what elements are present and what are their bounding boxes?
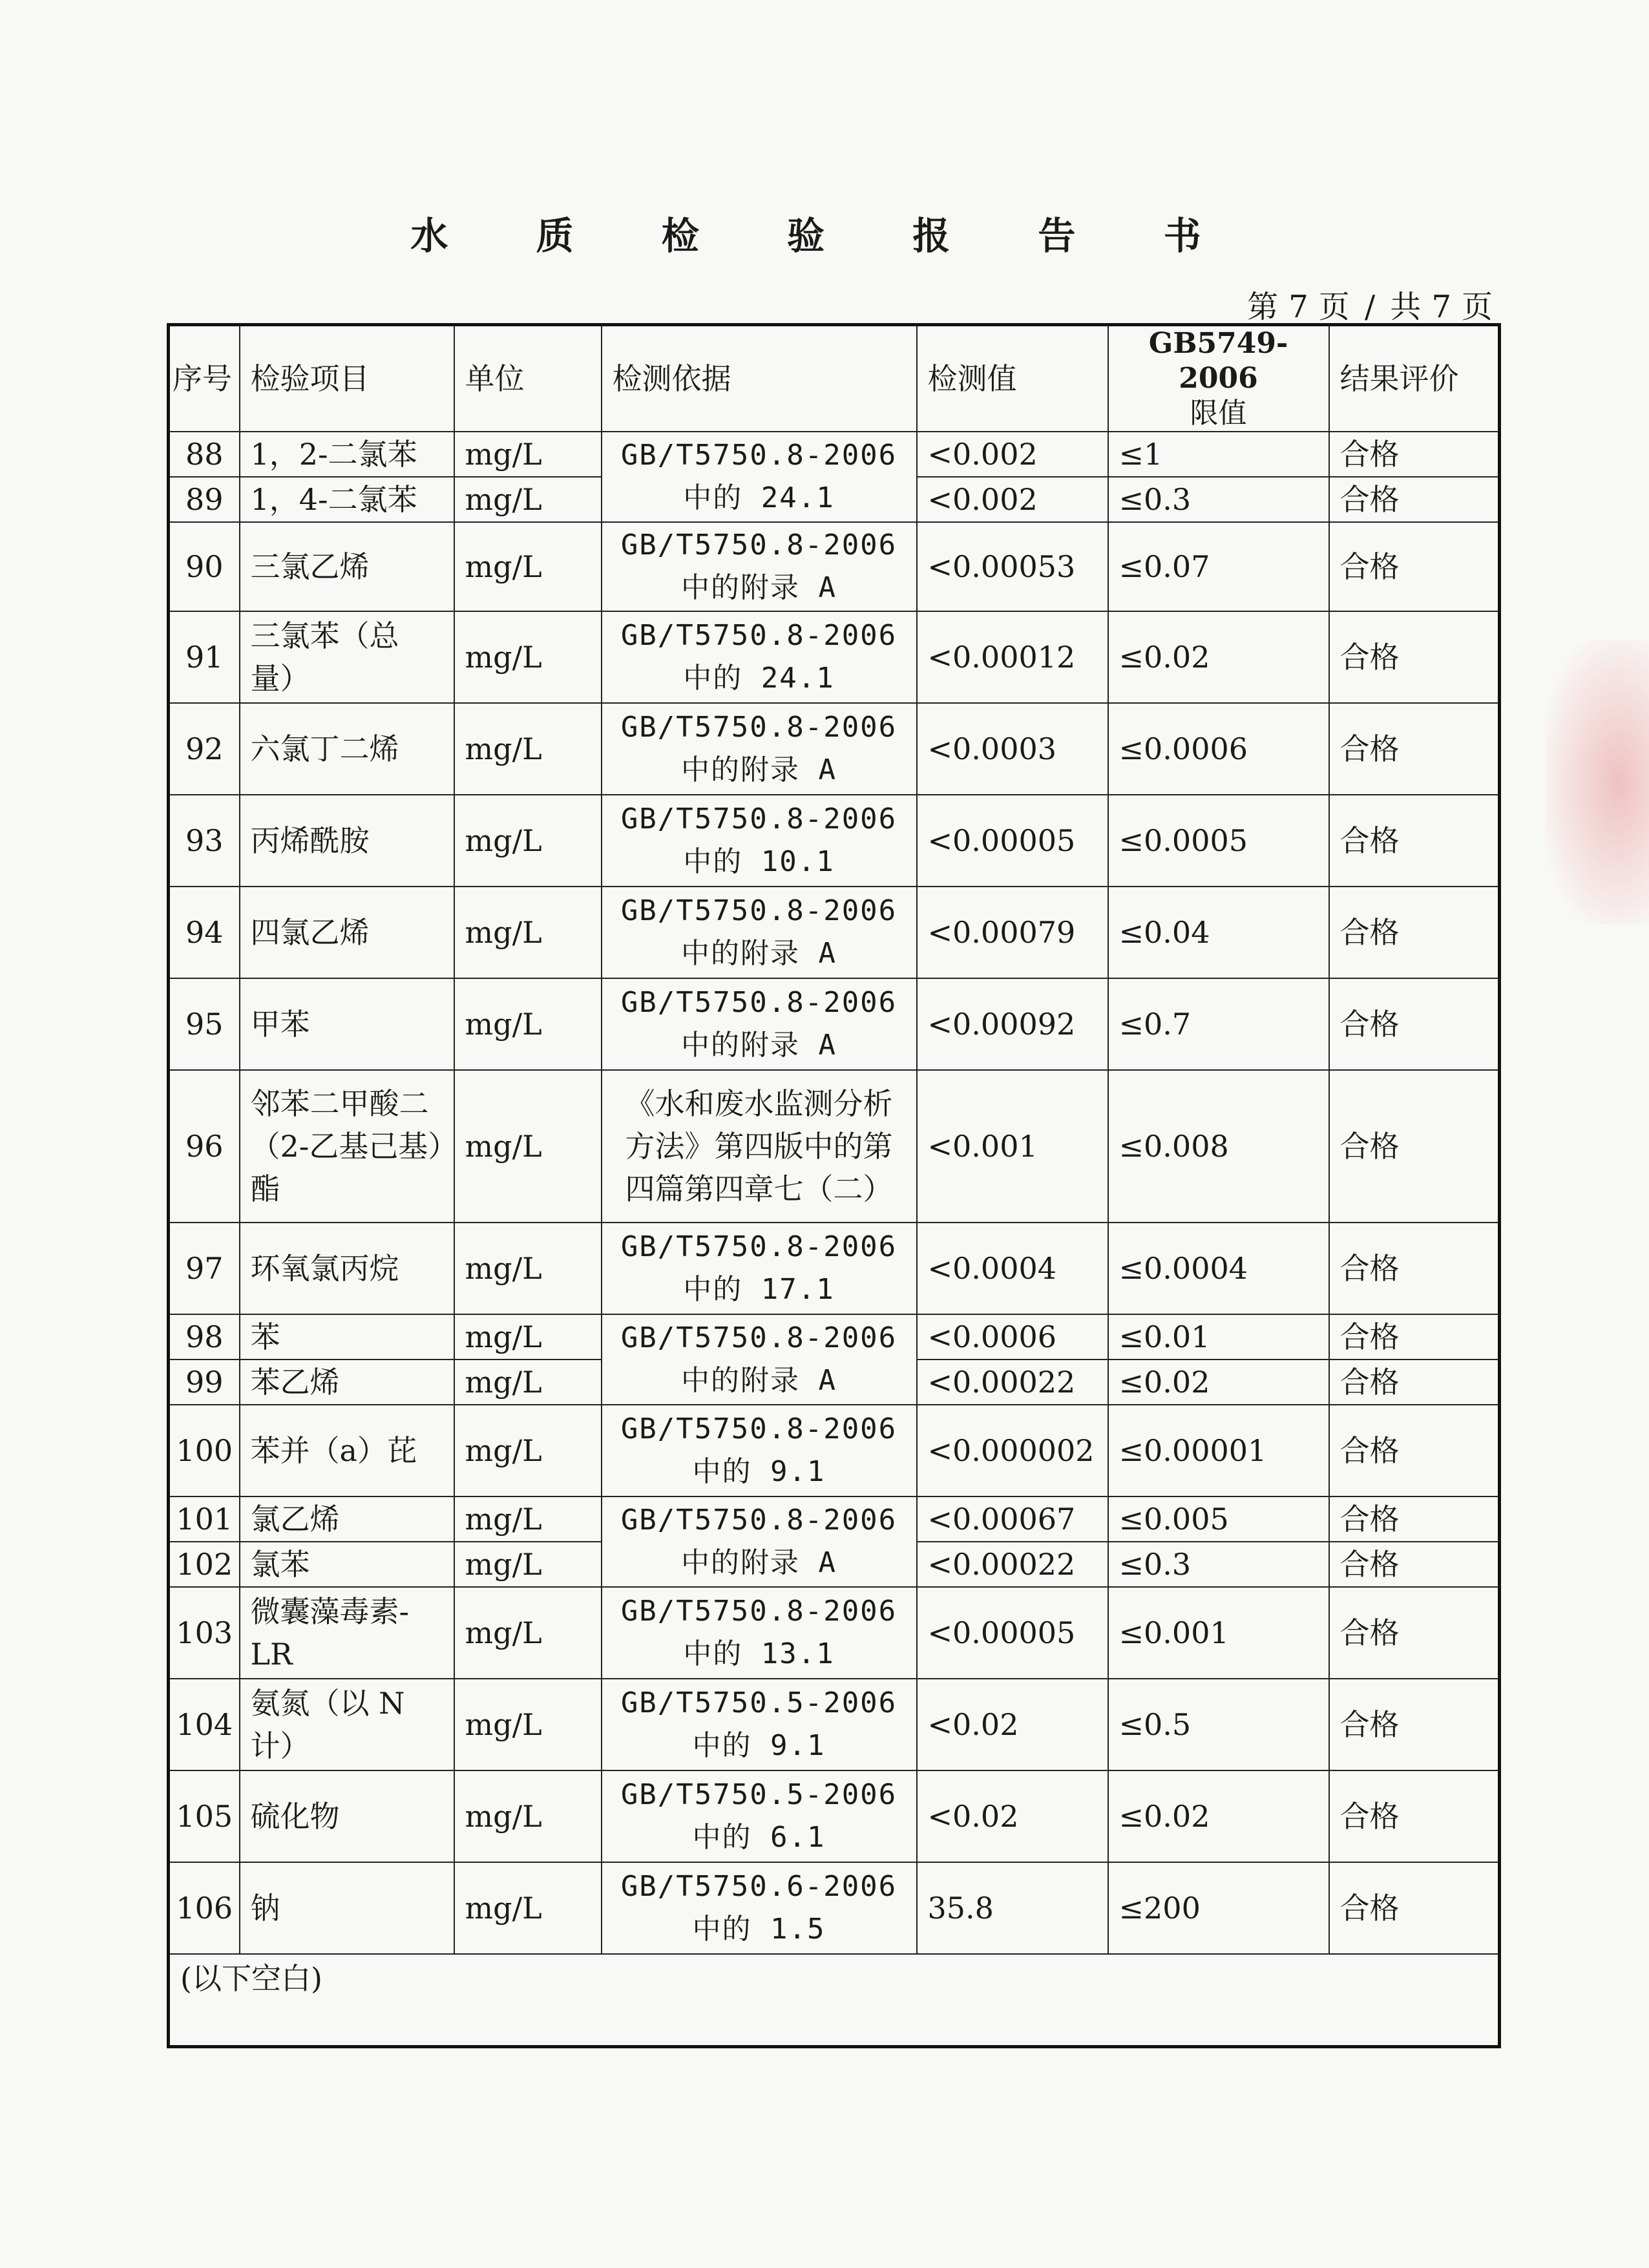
row-limit: ≤0.001: [1108, 1587, 1329, 1679]
row-result: 合格: [1329, 1070, 1500, 1223]
row-limit: ≤0.04: [1108, 887, 1329, 978]
row-limit: ≤0.5: [1108, 1679, 1329, 1770]
header-item: 检验项目: [240, 325, 454, 432]
row-item: 苯并（a）芘: [240, 1405, 454, 1496]
row-basis: GB/T5750.8-2006 中的附录 A: [602, 1314, 917, 1405]
row-no: 106: [169, 1862, 240, 1954]
row-limit: ≤200: [1108, 1862, 1329, 1954]
row-limit: ≤0.0006: [1108, 703, 1329, 795]
row-value: <0.00022: [917, 1360, 1108, 1405]
table-row: [169, 611, 1500, 703]
table-row: [169, 1223, 1500, 1314]
row-limit: ≤0.00001: [1108, 1405, 1329, 1496]
row-unit: mg/L: [454, 703, 602, 795]
table-row: [169, 1070, 1500, 1223]
row-result: 合格: [1329, 1587, 1500, 1679]
report-table: [167, 323, 1501, 2048]
row-basis: GB/T5750.8-2006 中的 17.1: [602, 1223, 917, 1314]
row-value: <0.00005: [917, 795, 1108, 887]
row-unit: mg/L: [454, 1587, 602, 1679]
row-unit: mg/L: [454, 477, 602, 522]
row-result: 合格: [1329, 611, 1500, 703]
row-no: 103: [169, 1587, 240, 1679]
table-row: [169, 1405, 1500, 1496]
row-result: 合格: [1329, 1862, 1500, 1954]
row-limit: ≤0.02: [1108, 611, 1329, 703]
row-result: 合格: [1329, 887, 1500, 978]
row-unit: mg/L: [454, 432, 602, 477]
header-limit-label: 限值: [1190, 397, 1247, 430]
header-value: 检测值: [917, 325, 1108, 432]
row-no: 102: [169, 1542, 240, 1587]
header-result: 结果评价: [1329, 325, 1500, 432]
row-result: 合格: [1329, 703, 1500, 795]
row-result: 合格: [1329, 432, 1500, 477]
row-unit: mg/L: [454, 795, 602, 887]
row-limit: ≤0.005: [1108, 1496, 1329, 1542]
row-value: <0.02: [917, 1679, 1108, 1770]
row-basis: GB/T5750.8-2006 中的 13.1: [602, 1587, 917, 1679]
table-row: [169, 795, 1500, 887]
row-unit: mg/L: [454, 1314, 602, 1360]
row-unit: mg/L: [454, 1542, 602, 1587]
row-basis: 《水和废水监测分析方法》第四版中的第四篇第四章七（二）: [602, 1070, 917, 1223]
row-basis: GB/T5750.8-2006 中的附录 A: [602, 887, 917, 978]
row-item: 邻苯二甲酸二（2-乙基己基）酯: [240, 1070, 454, 1223]
row-result: 合格: [1329, 978, 1500, 1070]
row-basis: GB/T5750.8-2006 中的附录 A: [602, 703, 917, 795]
row-limit: ≤0.7: [1108, 978, 1329, 1070]
row-unit: mg/L: [454, 1223, 602, 1314]
row-item: 微囊藻毒素-LR: [240, 1587, 454, 1679]
row-value: <0.00092: [917, 978, 1108, 1070]
row-value: <0.002: [917, 477, 1108, 522]
row-value: <0.001: [917, 1070, 1108, 1223]
row-no: 97: [169, 1223, 240, 1314]
row-basis: GB/T5750.8-2006 中的 24.1: [602, 432, 917, 522]
header-limit: [1108, 325, 1329, 432]
row-value: <0.00012: [917, 611, 1108, 703]
row-limit: ≤0.02: [1108, 1770, 1329, 1862]
row-result: 合格: [1329, 1542, 1500, 1587]
row-value: <0.00005: [917, 1587, 1108, 1679]
table-row: [169, 522, 1500, 611]
row-item: 氨氮（以 N 计）: [240, 1679, 454, 1770]
row-result: 合格: [1329, 1496, 1500, 1542]
row-item: 四氯乙烯: [240, 887, 454, 978]
row-item: 丙烯酰胺: [240, 795, 454, 887]
row-value: <0.0006: [917, 1314, 1108, 1360]
page-indicator: [1243, 282, 1499, 326]
row-value: <0.02: [917, 1770, 1108, 1862]
row-no: 92: [169, 703, 240, 795]
row-item: 环氧氯丙烷: [240, 1223, 454, 1314]
row-basis: GB/T5750.6-2006 中的 1.5: [602, 1862, 917, 1954]
table-row: [169, 978, 1500, 1070]
table-row: [169, 703, 1500, 795]
row-no: 94: [169, 887, 240, 978]
row-limit: ≤0.008: [1108, 1070, 1329, 1223]
row-limit: ≤0.02: [1108, 1360, 1329, 1405]
row-result: 合格: [1329, 795, 1500, 887]
page-current: 7: [1288, 289, 1311, 325]
row-no: 96: [169, 1070, 240, 1223]
row-limit: ≤0.0004: [1108, 1223, 1329, 1314]
row-basis: GB/T5750.8-2006 中的附录 A: [602, 522, 917, 611]
row-unit: mg/L: [454, 611, 602, 703]
row-value: <0.00053: [917, 522, 1108, 611]
row-no: 91: [169, 611, 240, 703]
row-no: 93: [169, 795, 240, 887]
row-value: <0.000002: [917, 1405, 1108, 1496]
row-limit: ≤0.3: [1108, 1542, 1329, 1587]
row-item: 甲苯: [240, 978, 454, 1070]
row-result: 合格: [1329, 1223, 1500, 1314]
header-unit: 单位: [454, 325, 602, 432]
row-unit: mg/L: [454, 1496, 602, 1542]
page-mid: 页 / 共: [1318, 289, 1424, 325]
row-basis: GB/T5750.8-2006 中的 9.1: [602, 1405, 917, 1496]
row-value: <0.00022: [917, 1542, 1108, 1587]
table-row: [169, 887, 1500, 978]
row-no: 90: [169, 522, 240, 611]
row-basis: GB/T5750.8-2006 中的附录 A: [602, 1496, 917, 1587]
row-unit: mg/L: [454, 1405, 602, 1496]
row-item: 三氯苯（总量）: [240, 611, 454, 703]
row-basis: GB/T5750.5-2006 中的 6.1: [602, 1770, 917, 1862]
row-unit: mg/L: [454, 978, 602, 1070]
row-value: <0.0003: [917, 703, 1108, 795]
row-limit: ≤0.0005: [1108, 795, 1329, 887]
row-result: 合格: [1329, 1770, 1500, 1862]
table-header-row: [169, 325, 1500, 432]
row-no: 101: [169, 1496, 240, 1542]
row-basis: GB/T5750.8-2006 中的 24.1: [602, 611, 917, 703]
header-no: 序号: [169, 325, 240, 432]
row-basis: GB/T5750.8-2006 中的 10.1: [602, 795, 917, 887]
row-item: 硫化物: [240, 1770, 454, 1862]
table-row: [169, 1770, 1500, 1862]
row-unit: mg/L: [454, 1360, 602, 1405]
row-no: 88: [169, 432, 240, 477]
row-value: <0.002: [917, 432, 1108, 477]
row-basis: GB/T5750.5-2006 中的 9.1: [602, 1679, 917, 1770]
row-item: 苯: [240, 1314, 454, 1360]
row-value: <0.0004: [917, 1223, 1108, 1314]
row-no: 100: [169, 1405, 240, 1496]
row-no: 104: [169, 1679, 240, 1770]
table-row: [169, 1314, 1500, 1360]
page-prefix: 第: [1247, 289, 1281, 325]
page-total: 7: [1431, 289, 1454, 325]
table-row: [169, 1862, 1500, 1954]
row-item: 三氯乙烯: [240, 522, 454, 611]
row-no: 89: [169, 477, 240, 522]
header-basis: 检测依据: [602, 325, 917, 432]
row-item: 氯苯: [240, 1542, 454, 1587]
row-limit: ≤0.07: [1108, 522, 1329, 611]
row-unit: mg/L: [454, 1679, 602, 1770]
row-result: 合格: [1329, 1360, 1500, 1405]
row-item: 钠: [240, 1862, 454, 1954]
row-item: 六氯丁二烯: [240, 703, 454, 795]
row-no: 98: [169, 1314, 240, 1360]
row-value: <0.00067: [917, 1496, 1108, 1542]
row-limit: ≤0.3: [1108, 477, 1329, 522]
table-row: [169, 1679, 1500, 1770]
table-row: [169, 1587, 1500, 1679]
row-item: 1，4-二氯苯: [240, 477, 454, 522]
page-suffix: 页: [1461, 289, 1495, 325]
row-limit: ≤1: [1108, 432, 1329, 477]
seal-stamp: [1546, 640, 1649, 924]
row-limit: ≤0.01: [1108, 1314, 1329, 1360]
row-item: 氯乙烯: [240, 1496, 454, 1542]
row-no: 105: [169, 1770, 240, 1862]
row-no: 99: [169, 1360, 240, 1405]
row-result: 合格: [1329, 1314, 1500, 1360]
row-result: 合格: [1329, 1679, 1500, 1770]
header-limit-standard: GB5749-2006: [1148, 327, 1288, 395]
table-row: [169, 432, 1500, 477]
row-result: 合格: [1329, 1405, 1500, 1496]
row-value: <0.00079: [917, 887, 1108, 978]
row-result: 合格: [1329, 477, 1500, 522]
row-basis: GB/T5750.8-2006 中的附录 A: [602, 978, 917, 1070]
row-unit: mg/L: [454, 1862, 602, 1954]
remark: (以下空白): [169, 1954, 1500, 2047]
remark-row: [169, 1954, 1500, 2047]
row-unit: mg/L: [454, 1770, 602, 1862]
row-item: 1，2-二氯苯: [240, 432, 454, 477]
row-value: 35.8: [917, 1862, 1108, 1954]
row-unit: mg/L: [454, 1070, 602, 1223]
row-unit: mg/L: [454, 522, 602, 611]
row-item: 苯乙烯: [240, 1360, 454, 1405]
row-result: 合格: [1329, 522, 1500, 611]
row-unit: mg/L: [454, 887, 602, 978]
row-no: 95: [169, 978, 240, 1070]
report-title: 水 质 检 验 报 告 书: [410, 214, 1239, 258]
table-row: [169, 1496, 1500, 1542]
